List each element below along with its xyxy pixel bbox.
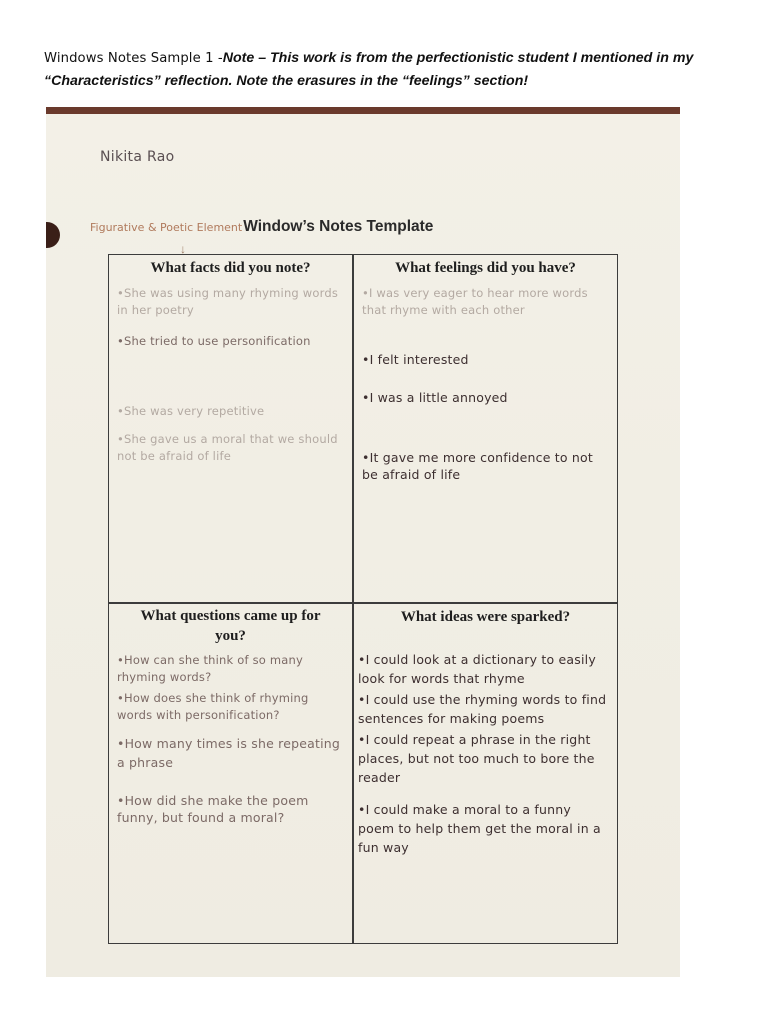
punch-hole: [46, 222, 60, 248]
feelings-entry: •I was very eager to hear more words that rhyme with each other: [362, 286, 588, 317]
template-title: Window’s Notes Template: [243, 218, 434, 235]
questions-entry: •How does she think of rhyming words with personification?: [117, 691, 309, 722]
feelings-entry: •It gave me more confidence to not be afraid of life: [362, 450, 593, 482]
quadrant-ideas: [354, 604, 617, 943]
facts-entries: [117, 285, 346, 596]
feelings-entry: •I was a little annoyed: [362, 390, 508, 405]
questions-heading: What questions came up for you?: [140, 608, 321, 644]
caption-note: Note – This work is from the perfectionistic student I mentioned in my “Characteristics” reflection. Note the erasures in the “feelings” section!: [44, 50, 694, 89]
windows-notes-grid: [108, 254, 618, 944]
facts-entry: •She gave us a moral that we should not be afraid of life: [117, 432, 338, 463]
facts-entry: •She was very repetitive: [117, 404, 265, 418]
questions-entry: •How can she think of so many rhyming words?: [117, 653, 304, 684]
caption: [44, 47, 734, 92]
quadrant-facts: [109, 255, 352, 602]
ideas-heading: What ideas were sparked?: [400, 609, 571, 625]
template-title-row: [90, 218, 433, 236]
ideas-entry: •I could use the rhyming words to find sentences for making poems: [358, 692, 607, 726]
student-name: Nikita Rao: [100, 149, 175, 165]
facts-entry: •She was using many rhyming words in her poetry: [117, 286, 339, 317]
questions-entry: •How many times is she repeating a phrase: [117, 736, 341, 770]
worksheet-paper: [46, 114, 680, 977]
questions-entries: [117, 652, 346, 937]
ideas-entry: •I could make a moral to a funny poem to help them get the moral in a fun way: [358, 802, 601, 855]
ideas-entry: •I could repeat a phrase in the right places, but not too much to bore the reader: [358, 732, 595, 785]
arrow-mark-icon: ↓: [180, 242, 186, 256]
quadrant-questions: [109, 604, 352, 943]
ideas-entries: [358, 650, 611, 937]
title-handwritten-note: Figurative & Poetic Element: [90, 221, 243, 234]
ideas-entry: •I could look at a dictionary to easily look for words that rhyme: [358, 652, 596, 686]
feelings-heading: What feelings did you have?: [395, 260, 576, 276]
quadrant-feelings: [354, 255, 617, 602]
feelings-entries: [362, 285, 611, 596]
feelings-entry: •I felt interested: [362, 352, 469, 367]
facts-heading: What facts did you note?: [150, 260, 311, 276]
questions-entry: •How did she make the poem funny, but found a moral?: [117, 793, 309, 825]
facts-entry: •She tried to use personification: [117, 334, 311, 348]
worksheet-photo: [46, 107, 680, 977]
caption-prefix: Windows Notes Sample 1 -: [44, 51, 223, 66]
